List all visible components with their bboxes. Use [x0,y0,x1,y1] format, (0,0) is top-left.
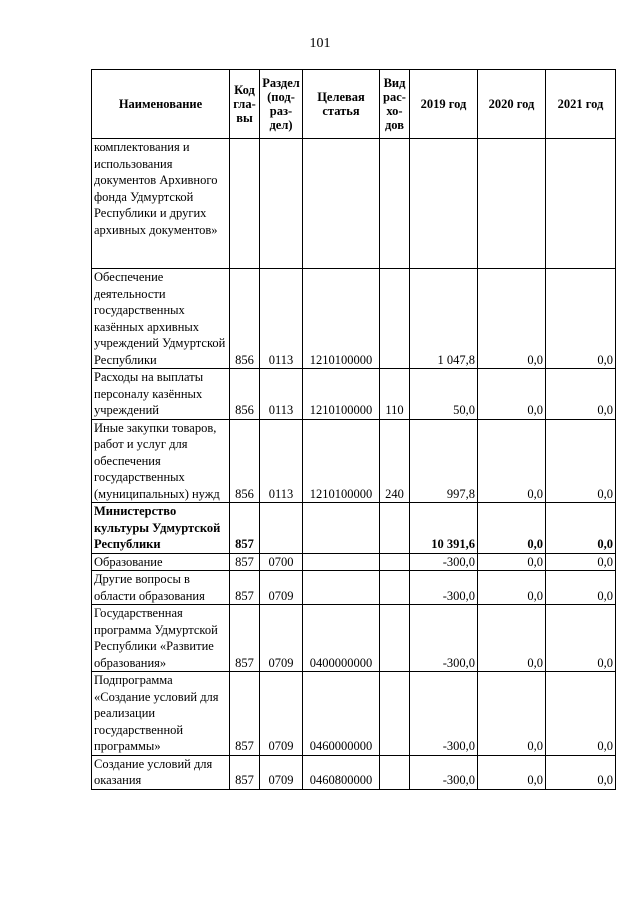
header-expense-type: Вид рас-хо-дов [380,70,410,139]
row-chapter: 856 [230,419,260,503]
row-2021: 0,0 [546,672,616,756]
table-row [92,503,616,554]
row-2021: 0,0 [546,755,616,789]
row-chapter: 857 [230,755,260,789]
page-number: 101 [309,36,331,51]
row-2019: -300,0 [410,605,478,672]
header-row [92,70,616,139]
row-expense-type: 240 [380,419,410,503]
row-target [303,503,380,554]
row-name: Создание условий для оказания [92,755,230,789]
row-target: 1210100000 [303,269,380,369]
row-target: 1210100000 [303,369,380,420]
header-2020: 2020 год [478,70,546,139]
row-section: 0113 [260,369,303,420]
row-name: Подпрограмма «Создание условий для реализации государственной программы» [92,672,230,756]
table-row [92,369,616,420]
row-name: Иные закупки товаров, работ и услуг для обеспечения государственных (муниципальных) нужд [92,419,230,503]
row-name: Расходы на выплаты персоналу казённых учреждений [92,369,230,420]
row-section [260,139,303,269]
row-name: Министерство культуры Удмуртской Республики [92,503,230,554]
row-section: 0113 [260,269,303,369]
header-name: Наименование [92,70,230,139]
row-chapter: 856 [230,269,260,369]
row-expense-type [380,503,410,554]
header-2021: 2021 год [546,70,616,139]
row-section: 0113 [260,419,303,503]
row-2019: -300,0 [410,553,478,571]
row-expense-type [380,755,410,789]
row-2020 [478,139,546,269]
row-2020: 0,0 [478,605,546,672]
row-expense-type [380,571,410,605]
row-2020: 0,0 [478,269,546,369]
row-target: 1210100000 [303,419,380,503]
table-row [92,755,616,789]
header-2019: 2019 год [410,70,478,139]
row-2019: 50,0 [410,369,478,420]
row-2020: 0,0 [478,553,546,571]
row-target [303,139,380,269]
row-target: 0460800000 [303,755,380,789]
row-section: 0709 [260,605,303,672]
row-name: Государственная программа Удмуртской Республики «Развитие образования» [92,605,230,672]
row-2020: 0,0 [478,503,546,554]
row-target: 0460000000 [303,672,380,756]
row-expense-type: 110 [380,369,410,420]
row-2021: 0,0 [546,571,616,605]
row-2020: 0,0 [478,672,546,756]
table-row [92,605,616,672]
table-row [92,419,616,503]
row-2020: 0,0 [478,369,546,420]
row-2021: 0,0 [546,369,616,420]
row-expense-type [380,139,410,269]
row-expense-type [380,269,410,369]
row-2019: 1 047,8 [410,269,478,369]
row-2020: 0,0 [478,419,546,503]
row-chapter: 857 [230,503,260,554]
row-2019: 997,8 [410,419,478,503]
row-2021 [546,139,616,269]
table-row [92,553,616,571]
row-section: 0709 [260,672,303,756]
row-section: 0709 [260,571,303,605]
row-2021: 0,0 [546,419,616,503]
row-target [303,553,380,571]
row-chapter: 856 [230,369,260,420]
row-target [303,571,380,605]
table-row [92,269,616,369]
row-chapter: 857 [230,672,260,756]
table-row [92,139,616,269]
row-2021: 0,0 [546,269,616,369]
row-chapter: 857 [230,571,260,605]
row-2021: 0,0 [546,553,616,571]
row-section: 0700 [260,553,303,571]
row-chapter: 857 [230,553,260,571]
row-2020: 0,0 [478,755,546,789]
table-row [92,571,616,605]
row-name: Обеспечение деятельности государственных казённых архивных учреждений Удмуртской Республики [92,269,230,369]
row-section [260,503,303,554]
row-expense-type [380,672,410,756]
header-chapter: Код гла-вы [230,70,260,139]
row-2019: -300,0 [410,672,478,756]
row-name: комплектования и использования документов Архивного фонда Удмуртской Республики и других архивных документов» [92,139,230,269]
row-expense-type [380,605,410,672]
row-2021: 0,0 [546,605,616,672]
row-2020: 0,0 [478,571,546,605]
row-name: Образование [92,553,230,571]
row-target: 0400000000 [303,605,380,672]
row-2019 [410,139,478,269]
row-expense-type [380,553,410,571]
row-section: 0709 [260,755,303,789]
row-name: Другие вопросы в области образования [92,571,230,605]
row-2021: 0,0 [546,503,616,554]
table-row [92,672,616,756]
row-chapter: 857 [230,605,260,672]
budget-table [91,69,616,790]
header-section: Раздел (под-раз-дел) [260,70,303,139]
row-chapter [230,139,260,269]
row-2019: -300,0 [410,571,478,605]
row-2019: -300,0 [410,755,478,789]
header-target: Целевая статья [303,70,380,139]
row-2019: 10 391,6 [410,503,478,554]
